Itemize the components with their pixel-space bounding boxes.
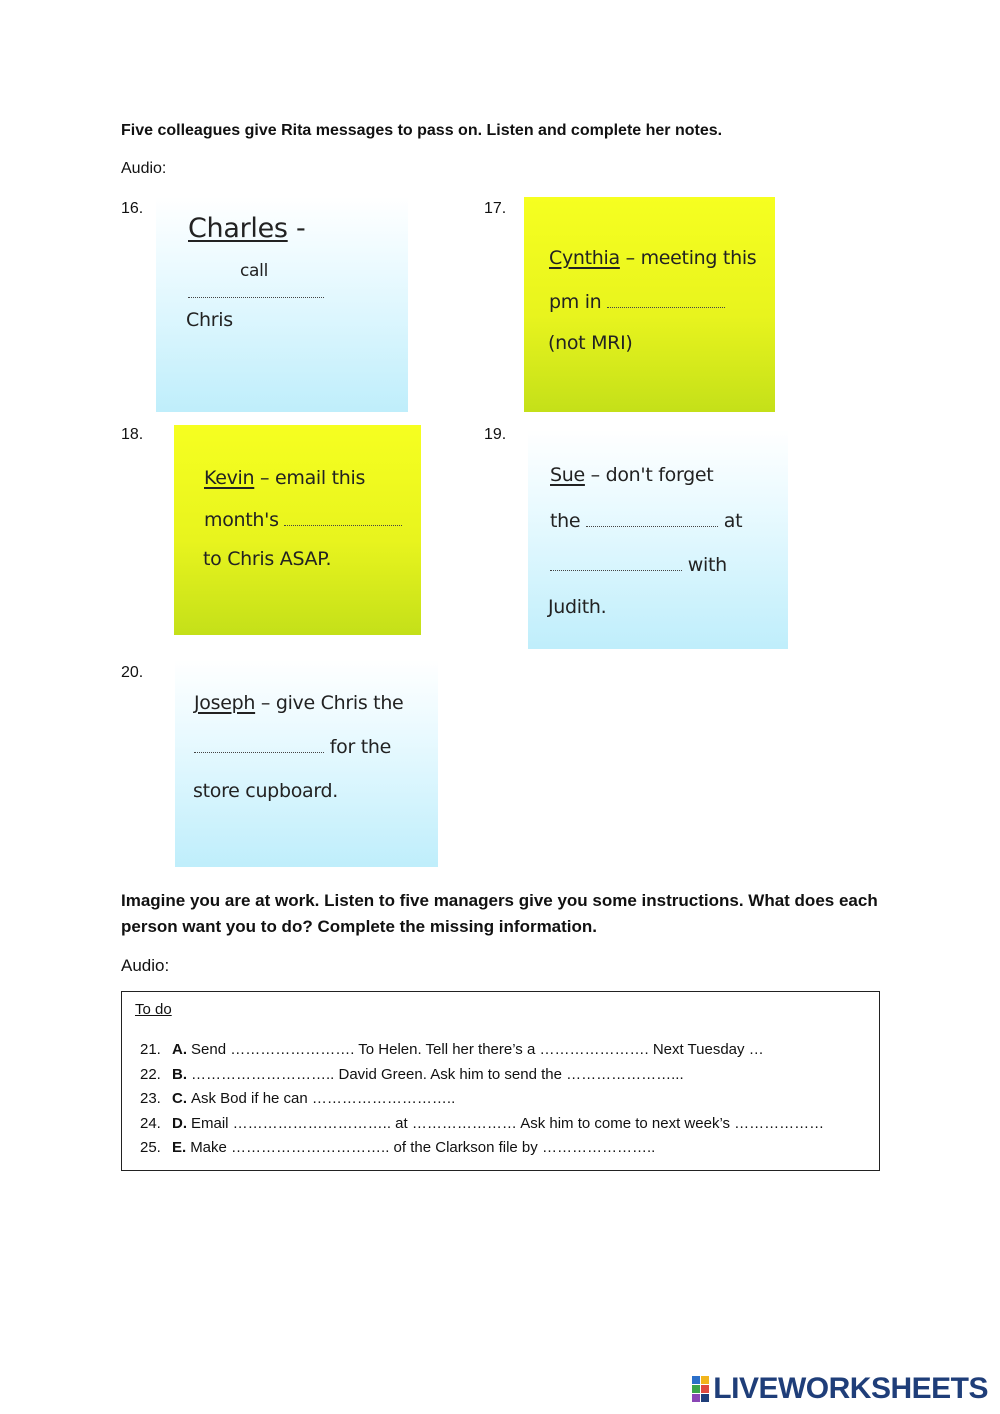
audio-label-2: Audio: <box>121 956 170 975</box>
note-19-text4: Judith. <box>548 596 607 618</box>
note-20-text1: – give Chris the <box>260 692 404 714</box>
note-number-18: 18. <box>121 426 144 443</box>
note-18-text2: month's <box>204 509 279 531</box>
todo-item-key: B. <box>172 1065 187 1083</box>
note-20-blank[interactable] <box>194 738 324 753</box>
instruction-managers: Imagine you are at work. Listen to five managers give you some instructions. What does each person want you to do? Complete the missing information. <box>121 891 878 936</box>
todo-item-key: E. <box>172 1139 187 1156</box>
todo-item-text[interactable]: Make ………………………….. of the Clarkson file by ………………….. <box>190 1139 656 1156</box>
todo-item-key: A. <box>172 1041 187 1058</box>
note-19-blank-2[interactable] <box>550 556 682 571</box>
todo-item-number: 22. <box>140 1065 161 1083</box>
note-number-17: 17. <box>484 200 507 217</box>
note-16-call: call <box>240 261 269 281</box>
todo-item-21 <box>140 1038 824 1063</box>
todo-item-key: D. <box>172 1114 187 1132</box>
todo-item-23 <box>140 1087 824 1112</box>
todo-item-22 <box>140 1063 824 1088</box>
sticky-note-16 <box>156 197 408 412</box>
brand-text: LIVEWORKSHEETS <box>713 1372 988 1405</box>
note-20-text2: for the <box>329 736 391 758</box>
instruction-notes: Five colleagues give Rita messages to pass on. Listen and complete her notes. <box>121 122 723 139</box>
sticky-note-18 <box>174 425 421 635</box>
note-18-blank[interactable] <box>284 511 402 526</box>
todo-list <box>140 1038 824 1161</box>
note-number-20: 20. <box>121 664 144 681</box>
note-16-name: Charles <box>188 213 288 244</box>
note-17-text1: – meeting this <box>625 247 757 269</box>
note-18-name: Kevin <box>204 467 255 489</box>
note-19-text3: with <box>687 554 727 576</box>
todo-item-key: C. <box>172 1090 187 1107</box>
todo-item-number: 24. <box>140 1114 161 1132</box>
todo-item-number: 25. <box>140 1139 161 1156</box>
note-19-blank-1[interactable] <box>586 512 718 527</box>
todo-item-number: 21. <box>140 1041 161 1058</box>
note-16-dash: - <box>296 213 306 244</box>
todo-item-text[interactable]: ……………………….. David Green. Ask him to send the …………………... <box>191 1065 684 1083</box>
todo-box <box>121 991 880 1171</box>
todo-item-25 <box>140 1136 824 1161</box>
todo-item-24 <box>140 1112 824 1137</box>
note-19-text2b: at <box>723 510 743 532</box>
sticky-note-17 <box>524 197 775 412</box>
todo-item-text[interactable]: Ask Bod if he can ……………………….. <box>191 1090 456 1107</box>
note-19-text1: – don't forget <box>590 464 714 486</box>
todo-item-text[interactable]: Send ……………………. To Helen. Tell her there’s a …………………. Next Tuesday … <box>191 1041 764 1058</box>
sticky-note-20 <box>175 660 438 867</box>
audio-label-1: Audio: <box>121 160 167 177</box>
todo-item-number: 23. <box>140 1090 161 1107</box>
note-16-blank[interactable] <box>188 283 324 298</box>
note-16-chris: Chris <box>186 309 233 331</box>
note-18-text1: – email this <box>260 467 366 489</box>
note-18-text3: to Chris ASAP. <box>203 548 332 570</box>
note-19-text2a: the <box>550 510 581 532</box>
todo-title: To do <box>135 1001 172 1018</box>
sticky-note-19 <box>528 430 788 649</box>
note-19-name: Sue <box>550 464 585 486</box>
note-17-blank[interactable] <box>607 293 725 308</box>
note-17-text2: pm in <box>549 291 602 313</box>
note-number-19: 19. <box>484 426 507 443</box>
note-17-name: Cynthia <box>549 247 620 269</box>
note-20-text3: store cupboard. <box>193 780 339 802</box>
todo-item-text[interactable]: Email ………………………….. at ………………… Ask him to come to next week’s ……………… <box>191 1114 825 1132</box>
liveworksheets-brand[interactable] <box>692 1372 988 1406</box>
note-20-name: Joseph <box>194 692 256 714</box>
liveworksheets-logo-icon <box>692 1376 709 1402</box>
note-17-text3: (not MRI) <box>548 332 633 354</box>
note-number-16: 16. <box>121 200 144 217</box>
